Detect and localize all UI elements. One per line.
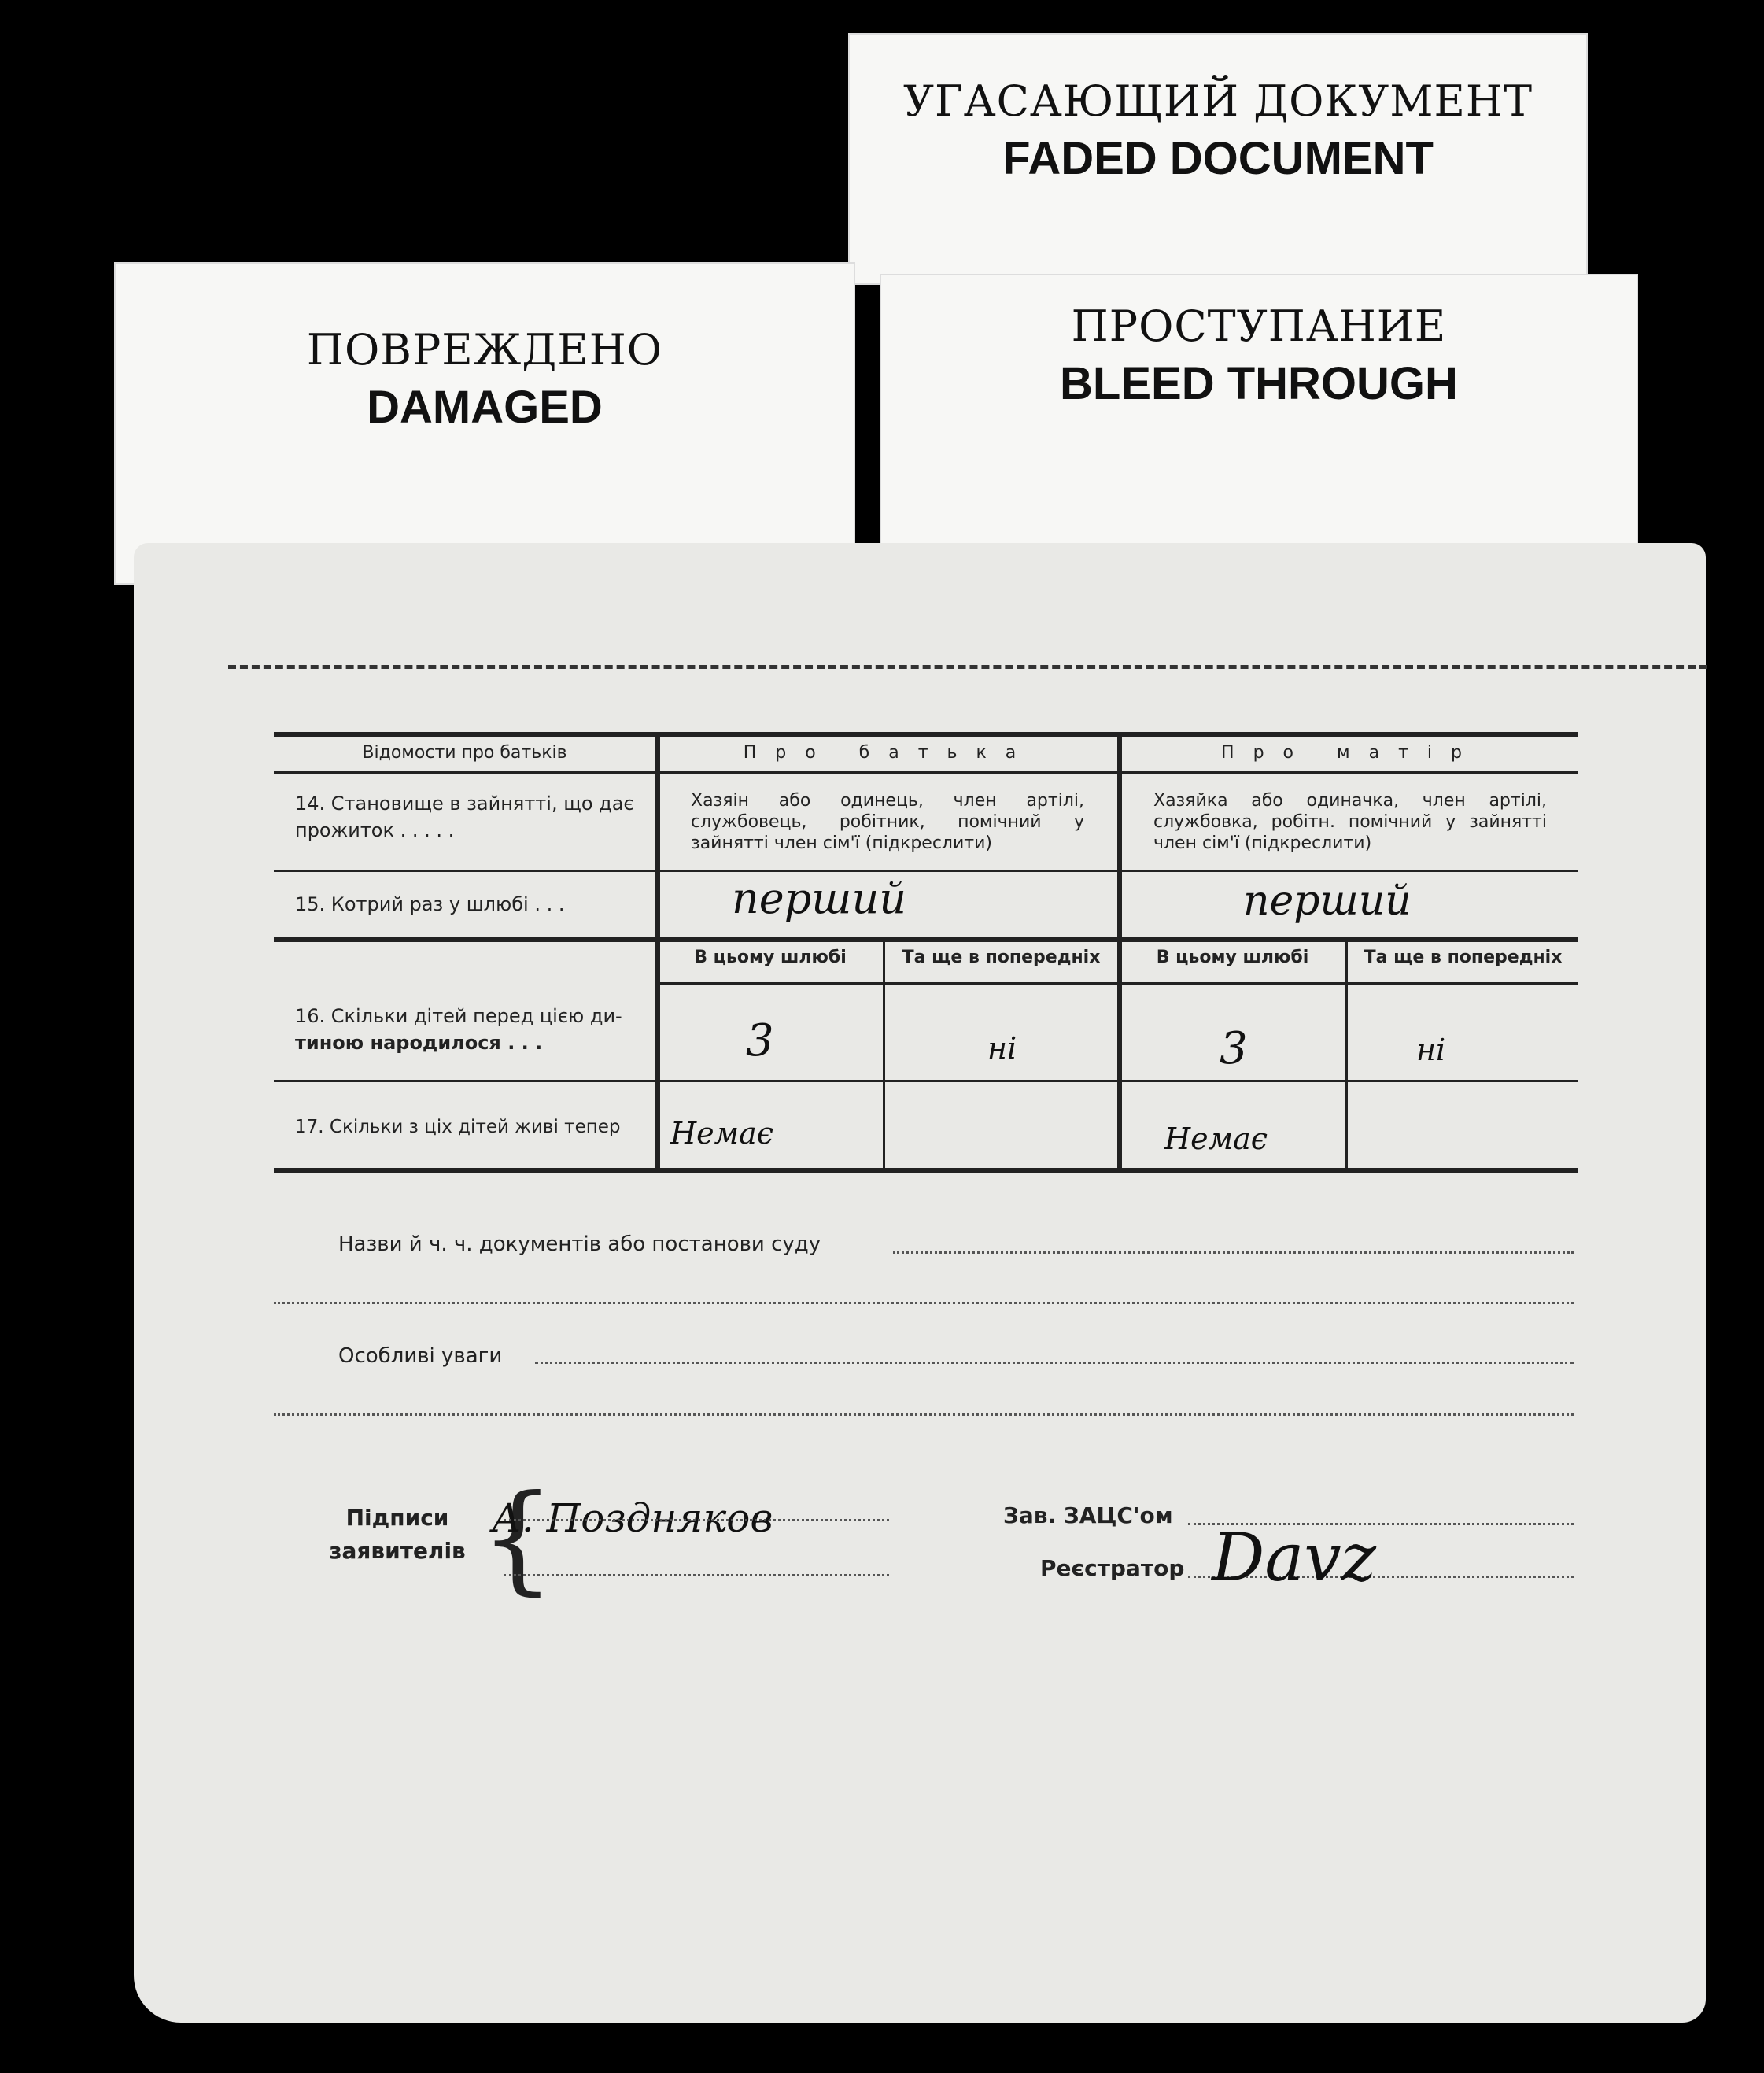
row14-label-line1: 14. Становище в зайнятті, що дає — [295, 793, 634, 815]
bleed-card-ru: ПРОСТУПАНИЕ — [1071, 301, 1447, 351]
header-divider — [274, 771, 1578, 774]
subheader-father-this: В цьому шлюбі — [694, 948, 847, 967]
faded-card-ru: УГАСАЮЩИЙ ДОКУМЕНТ — [902, 76, 1533, 126]
header-parents-info: Відомости про батьків — [362, 743, 567, 763]
table-top-border — [274, 732, 1578, 737]
row16-mother-prev: ні — [1416, 1033, 1446, 1067]
applicant-sig-line-1 — [504, 1519, 889, 1521]
row14-label — [295, 790, 649, 844]
registrar-label: Реєстратор — [1040, 1555, 1185, 1581]
damaged-card — [114, 262, 855, 585]
row14-father-options: Хазяін або одинець, член артілі, службовець, робітник, помічний у зайнятті член сім'ї (підкреслити) — [691, 791, 1084, 853]
document-paper — [134, 543, 1706, 2023]
applicant-signature: А. Поздняков — [492, 1495, 773, 1541]
subheader-mother-this: В цьому шлюбі — [1156, 948, 1309, 967]
row16-label-line2: тиною народилося . . . — [295, 1032, 543, 1054]
row17-mother-this: Немає — [1164, 1121, 1268, 1156]
row15-mother-value: перший — [1243, 878, 1412, 925]
col-divider-father-sub — [883, 937, 885, 1171]
row17-father-this: Немає — [670, 1116, 774, 1151]
subheader-father-prev: Та ще в попередніх — [902, 948, 1101, 967]
registrar-signature: Davz — [1212, 1519, 1377, 1596]
subheader-mother-prev: Та ще в попередніх — [1364, 948, 1563, 967]
row17-label: 17. Скільки з ціх дітей живі тепер — [295, 1117, 621, 1137]
row14-mother-options: Хазяйка або одиначка, член артілі, службовка, робітн. помічний у зайнятті член сім'ї (підкреслити) — [1153, 791, 1547, 853]
remarks-line-2 — [274, 1413, 1574, 1416]
row15-label: 15. Котрий раз у шлюбі . . . — [295, 893, 565, 915]
faded-document-card — [848, 33, 1588, 285]
row16-mother-this: 3 — [1220, 1023, 1248, 1074]
applicant-sig-line-2 — [504, 1574, 889, 1576]
remarks-label: Особливі уваги — [338, 1344, 503, 1368]
row15-father-value: перший — [732, 874, 907, 923]
bleed-card-en: BLEED THROUGH — [1060, 358, 1458, 409]
header-mother: Про матір — [1221, 743, 1481, 763]
row16-father-this: 3 — [746, 1015, 774, 1066]
damaged-card-ru: ПОВРЕЖДЕНО — [306, 325, 663, 375]
row16-label — [295, 1003, 649, 1056]
table-bottom-border — [274, 1168, 1578, 1173]
row14-divider — [274, 870, 1578, 872]
row16-label-line1: 16. Скільки дітей перед цією ди- — [295, 1005, 622, 1027]
bleed-through-card — [880, 274, 1638, 589]
documents-label: Назви й ч. ч. документів або постанови суду — [338, 1232, 821, 1256]
col-divider-mother-sub — [1345, 937, 1348, 1171]
row14-label-line2: прожиток . . . . . — [295, 819, 455, 841]
remarks-line-1 — [535, 1362, 1574, 1364]
perforation-line — [228, 665, 1707, 669]
signature-brace: { — [480, 1470, 555, 1607]
row15-divider — [274, 937, 1578, 942]
documents-line-1 — [893, 1251, 1574, 1254]
damaged-card-en: DAMAGED — [367, 382, 603, 433]
faded-card-en: FADED DOCUMENT — [1002, 133, 1434, 184]
head-zags-label: Зав. ЗАЦС'ом — [1003, 1502, 1173, 1528]
applicants-signature-label — [323, 1502, 472, 1568]
applicants-label-line1: Підписи — [345, 1505, 449, 1531]
applicants-label-line2: заявителів — [329, 1538, 466, 1564]
row16-father-prev: ні — [987, 1031, 1017, 1066]
documents-line-2 — [274, 1302, 1574, 1304]
header-father: Про батька — [743, 743, 1035, 763]
row16-divider — [274, 1080, 1578, 1082]
